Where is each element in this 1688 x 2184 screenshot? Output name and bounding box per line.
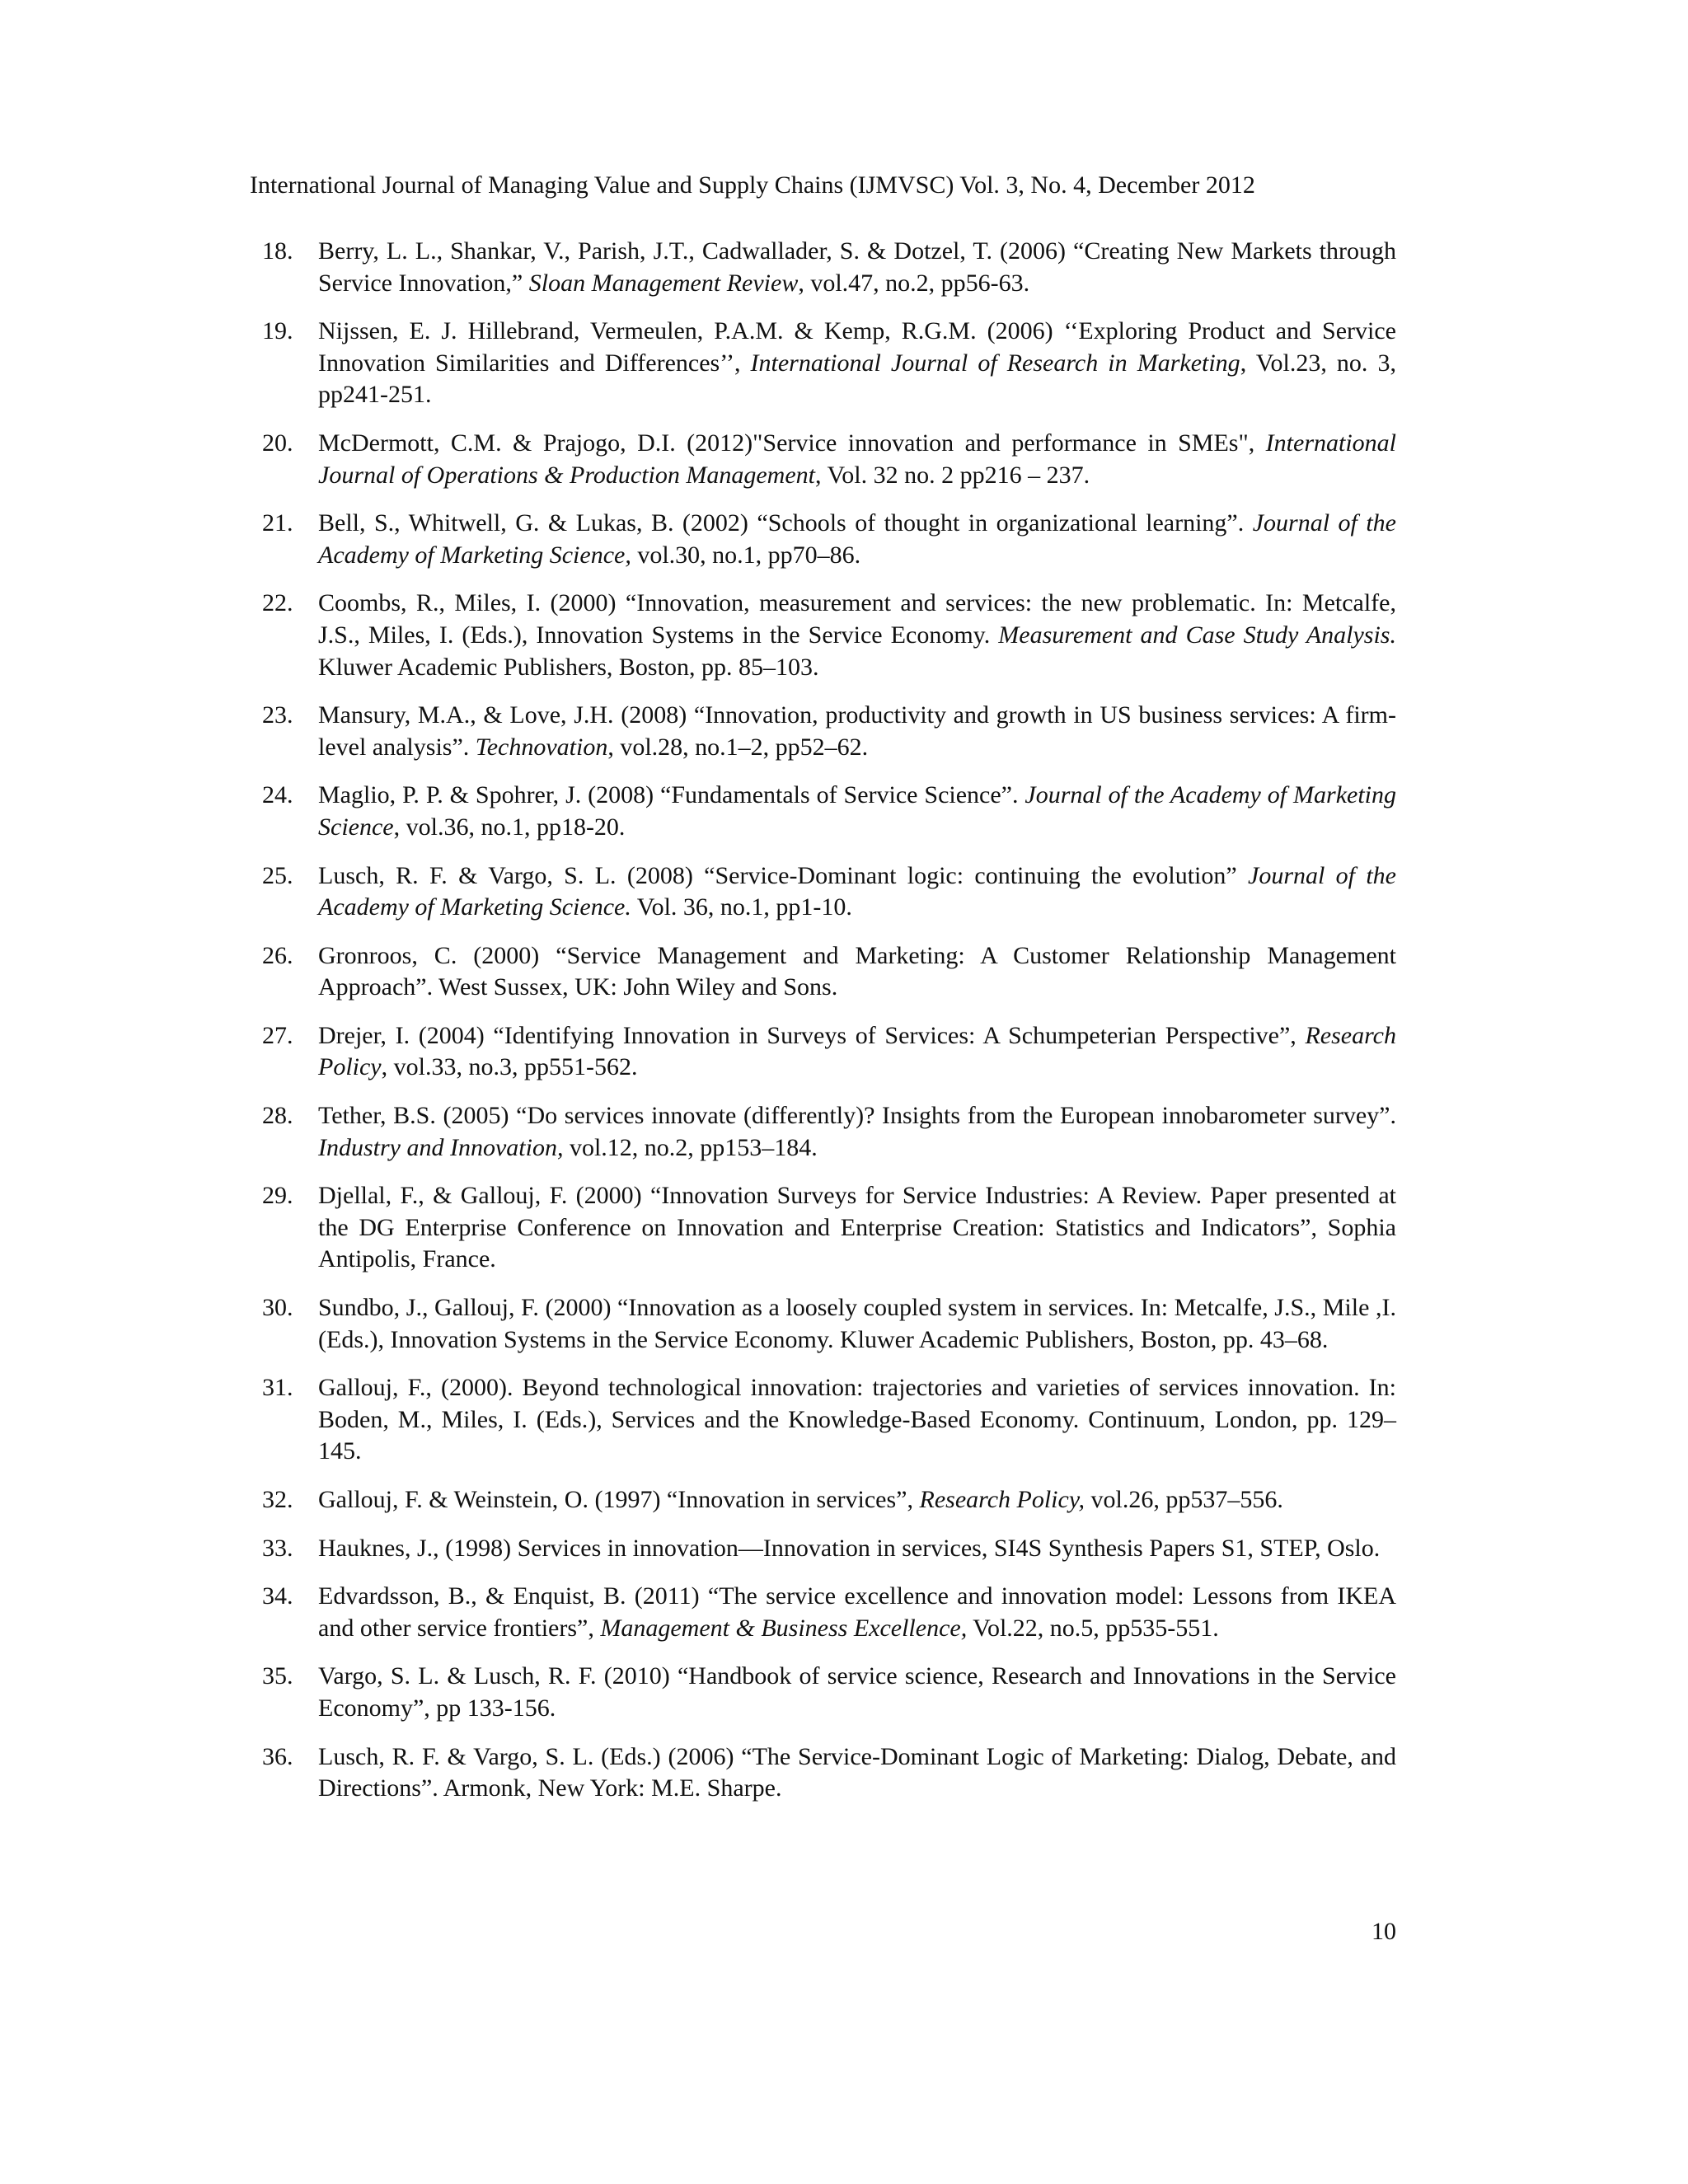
- reference-text-segment: Maglio, P. P. & Spohrer, J. (2008) “Fundamentals of Service Science”.: [318, 781, 1025, 809]
- reference-number: 28.: [262, 1102, 293, 1130]
- reference-source-title: Sloan Management Review: [528, 269, 799, 297]
- reference-text-segment: Vol. 36, no.1, pp1-10.: [631, 893, 852, 921]
- reference-item: [262, 1484, 1396, 1516]
- reference-text: [318, 316, 1396, 411]
- reference-number: 18.: [262, 237, 293, 265]
- reference-number: 19.: [262, 317, 293, 345]
- reference-text: [318, 1100, 1396, 1164]
- reference-text-segment: McDermott, C.M. & Prajogo, D.I. (2012)"Service innovation and performance in SMEs",: [318, 429, 1266, 457]
- reference-source-title: Industry and Innovation,: [318, 1133, 564, 1161]
- reference-item: [262, 1661, 1396, 1724]
- reference-number: 33.: [262, 1534, 293, 1562]
- reference-text-segment: vol.26, pp537–556.: [1084, 1486, 1283, 1513]
- reference-item: [262, 700, 1396, 763]
- reference-number: 26.: [262, 941, 293, 969]
- reference-text: [318, 1581, 1396, 1644]
- reference-item: [262, 940, 1396, 1004]
- reference-text-segment: Gallouj, F., (2000). Beyond technological innovation: trajectories and varieties of services innovation. In: Boden, M., Miles, I. (Eds.), Services and the Knowledge-Based Economy. Continuum, London, pp. 129–145.: [318, 1374, 1396, 1465]
- reference-text-segment: Gronroos, C. (2000) “Service Management and Marketing: A Customer Relationship Management Approach”. West Sussex, UK: John Wiley and Sons.: [318, 941, 1396, 1001]
- reference-item: [262, 1020, 1396, 1084]
- reference-text-segment: , Vol. 32 no. 2 pp216 – 237.: [815, 461, 1090, 489]
- reference-text: [318, 860, 1396, 924]
- reference-text-segment: Vargo, S. L. & Lusch, R. F. (2010) “Handbook of service science, Research and Innovations in the Service Economy”, pp 133-156.: [318, 1662, 1396, 1722]
- reference-item: [262, 1100, 1396, 1164]
- reference-text-segment: Edvardsson, B., & Enquist, B. (2011) “The service excellence and innovation model: Lessons from IKEA and other service frontiers”,: [318, 1582, 1396, 1642]
- reference-text: [318, 236, 1396, 299]
- reference-number: 29.: [262, 1182, 293, 1210]
- reference-item: [262, 1372, 1396, 1468]
- reference-text-segment: Hauknes, J., (1998) Services in innovation—Innovation in services, SI4S Synthesis Papers S1, STEP, Oslo.: [318, 1534, 1381, 1562]
- reference-text: [318, 700, 1396, 763]
- reference-text: [318, 588, 1396, 683]
- reference-number: 23.: [262, 701, 293, 729]
- reference-item: [262, 1581, 1396, 1644]
- reference-text-segment: , vol.47, no.2, pp56-63.: [798, 269, 1030, 297]
- reference-text-segment: Djellal, F., & Gallouj, F. (2000) “Innovation Surveys for Service Industries: A Review. Paper presented at the DG Enterprise Conference on Innovation and Enterprise Creation: Statistics and Indicators”, Sophia Antipolis, France.: [318, 1182, 1396, 1273]
- reference-item: [262, 860, 1396, 924]
- reference-item: [262, 1741, 1396, 1805]
- reference-text-segment: Lusch, R. F. & Vargo, S. L. (2008) “Service-Dominant logic: continuing the evolution”: [318, 861, 1249, 889]
- reference-text-segment: Gallouj, F. & Weinstein, O. (1997) “Innovation in services”,: [318, 1486, 920, 1513]
- reference-text: [318, 428, 1396, 491]
- reference-text-segment: Tether, B.S. (2005) “Do services innovate (differently)? Insights from the European innobarometer survey”.: [318, 1102, 1396, 1130]
- reference-text-segment: , Vol.23, no. 3, pp241-251.: [318, 349, 1396, 409]
- reference-text: [318, 1484, 1396, 1516]
- reference-text-segment: Lusch, R. F. & Vargo, S. L. (Eds.) (2006) “The Service-Dominant Logic of Marketing: Dialog, Debate, and Directions”. Armonk, New York: M.E. Sharpe.: [318, 1742, 1396, 1802]
- reference-text-segment: , vol.33, no.3, pp551-562.: [381, 1053, 638, 1081]
- reference-number: 34.: [262, 1582, 293, 1610]
- reference-item: [262, 588, 1396, 683]
- reference-text: [318, 1741, 1396, 1805]
- reference-text-segment: Nijssen, E. J. Hillebrand, Vermeulen, P.A.M. & Kemp, R.G.M. (2006) ‘‘Exploring Product and Service Innovation Similarities and Differences’’,: [318, 317, 1396, 377]
- reference-number: 22.: [262, 589, 293, 617]
- reference-text-segment: Mansury, M.A., & Love, J.H. (2008) “Innovation, productivity and growth in US business services: A firm-level analysis”.: [318, 701, 1396, 761]
- reference-list: [262, 236, 1396, 1821]
- reference-text: [318, 1533, 1396, 1565]
- reference-item: [262, 428, 1396, 491]
- page-number: 10: [1372, 1918, 1396, 1945]
- reference-text-segment: Vol.22, no.5, pp535-551.: [967, 1614, 1219, 1642]
- reference-source-title: International Journal of Operations & Production Management: [318, 429, 1396, 489]
- reference-text: [318, 1180, 1396, 1276]
- reference-text-segment: Coombs, R., Miles, I. (2000) “Innovation, measurement and services: the new problematic. In: Metcalfe, J.S., Miles, I. (Eds.), Innovation Systems in the Service Economy.: [318, 589, 1396, 649]
- reference-number: 21.: [262, 509, 293, 537]
- reference-number: 36.: [262, 1742, 293, 1770]
- reference-text: [318, 508, 1396, 571]
- reference-source-title: Management & Business Excellence,: [600, 1614, 968, 1642]
- reference-text-segment: Berry, L. L., Shankar, V., Parish, J.T., Cadwallader, S. & Dotzel, T. (2006) “Creating New Markets through Service Innovation,”: [318, 237, 1396, 297]
- reference-item: [262, 236, 1396, 299]
- reference-text-segment: vol.12, no.2, pp153–184.: [563, 1133, 818, 1161]
- reference-text-segment: , vol.28, no.1–2, pp52–62.: [607, 733, 869, 761]
- reference-text-segment: Drejer, I. (2004) “Identifying Innovation in Surveys of Services: A Schumpeterian Perspective”,: [318, 1021, 1306, 1049]
- reference-number: 32.: [262, 1486, 293, 1513]
- reference-source-title: Measurement and Case Study Analysis.: [998, 621, 1396, 649]
- reference-text: [318, 780, 1396, 843]
- reference-number: 31.: [262, 1374, 293, 1402]
- reference-number: 35.: [262, 1662, 293, 1690]
- reference-number: 25.: [262, 861, 293, 889]
- reference-text-segment: Bell, S., Whitwell, G. & Lukas, B. (2002) “Schools of thought in organizational learning”.: [318, 509, 1253, 537]
- reference-text-segment: Kluwer Academic Publishers, Boston, pp. 85–103.: [318, 653, 819, 681]
- reference-text: [318, 940, 1396, 1004]
- reference-text-segment: , vol.36, no.1, pp18-20.: [393, 813, 626, 841]
- reference-item: [262, 780, 1396, 843]
- reference-number: 30.: [262, 1294, 293, 1322]
- reference-source-title: Journal of the Academy of Marketing Science: [318, 781, 1396, 841]
- reference-item: [262, 1292, 1396, 1356]
- reference-number: 24.: [262, 781, 293, 809]
- reference-source-title: Journal of the Academy of Marketing Science,: [318, 509, 1396, 569]
- reference-source-title: Technovation: [475, 733, 608, 761]
- reference-item: [262, 1533, 1396, 1565]
- reference-source-title: International Journal of Research in Marketing: [750, 349, 1240, 377]
- reference-text: [318, 1292, 1396, 1356]
- reference-source-title: Research Policy: [318, 1021, 1396, 1081]
- reference-number: 27.: [262, 1021, 293, 1049]
- reference-source-title: Research Policy,: [919, 1486, 1085, 1513]
- reference-text: [318, 1020, 1396, 1084]
- reference-number: 20.: [262, 429, 293, 457]
- reference-text: [318, 1661, 1396, 1724]
- reference-text-segment: Sundbo, J., Gallouj, F. (2000) “Innovation as a loosely coupled system in services. In: Metcalfe, J.S., Mile ,I. (Eds.), Innovation Systems in the Service Economy. Kluwer Academic Publishers, Boston, pp. 43–68.: [318, 1294, 1396, 1353]
- reference-item: [262, 316, 1396, 411]
- reference-text: [318, 1372, 1396, 1468]
- reference-text-segment: vol.30, no.1, pp70–86.: [631, 541, 861, 569]
- running-header: International Journal of Managing Value and Supply Chains (IJMVSC) Vol. 3, No. 4, December 2012: [250, 171, 1255, 199]
- reference-source-title: Journal of the Academy of Marketing Science.: [318, 861, 1396, 921]
- reference-item: [262, 508, 1396, 571]
- reference-item: [262, 1180, 1396, 1276]
